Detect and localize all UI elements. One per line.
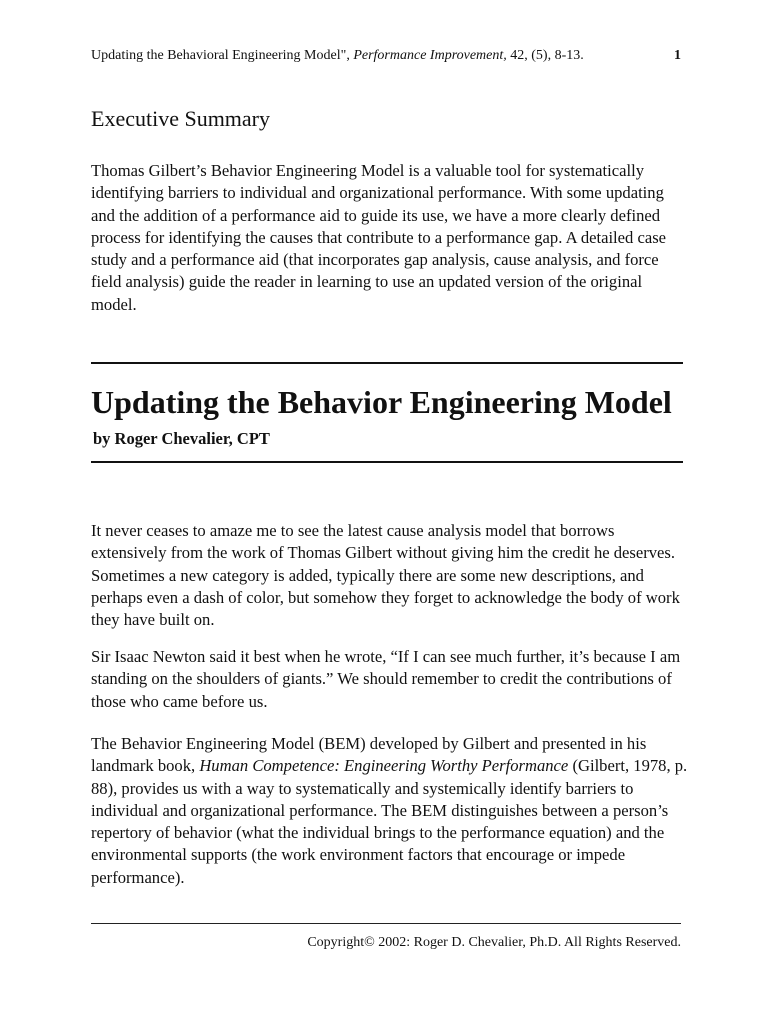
footer-rule — [91, 923, 681, 924]
header-citation — [91, 48, 584, 63]
paragraph-3-start: The Behavior Engineering Model (BEM) developed by Gilbert and presented in his landmark book, — [91, 734, 647, 776]
copyright-notice: Copyright© 2002: Roger D. Chevalier, Ph.D. All Rights Reserved. — [307, 935, 681, 950]
paragraph-2: Sir Isaac Newton said it best when he wrote, “If I can see much further, it’s because I am standing on the shoulders of giants.” We should remember to credit the contributions of those who came before us. — [91, 647, 681, 711]
title-bottom-rule — [91, 461, 683, 463]
paragraph-3 — [91, 733, 691, 889]
citation-prefix: Updating the Behavioral Engineering Model", — [91, 48, 354, 63]
journal-name: Performance Improvement, — [353, 48, 507, 63]
title-top-rule — [91, 362, 683, 364]
citation-suffix: 42, (5), 8-13. — [506, 48, 584, 63]
book-title: Human Competence: Engineering Worthy Performance — [199, 756, 569, 776]
executive-summary-heading: Executive Summary — [91, 106, 271, 131]
executive-summary-text: Thomas Gilbert’s Behavior Engineering Model is a valuable tool for systematically identifying barriers to individual and organizational performance. With some updating and the addition of a performance aid to guide its use, we have a more clearly defined process for identifying the causes that contribute to a performance gap. A detailed case study and a performance aid (that incorporates gap analysis, cause analysis, and force field analysis) guide the reader in learning to use an updated version of the original model. — [91, 161, 667, 314]
paragraph-1: It never ceases to amaze me to see the latest cause analysis model that borrows extensively from the work of Thomas Gilbert without giving him the credit he deserves. Sometimes a new category is added, typically there are some new descriptions, and perhaps even a dash of color, but somehow they forget to acknowledge the body of work they have built on. — [91, 521, 680, 630]
page-number: 1 — [674, 48, 681, 63]
article-title: Updating the Behavior Engineering Model — [91, 384, 672, 420]
byline: by Roger Chevalier, CPT — [93, 429, 270, 448]
paragraph-3-end: (Gilbert, 1978, p. 88), provides us with a way to systematically and systemically identify barriers to individual and organizational performance. The BEM distinguishes between a person’s repertory of behavior (what the individual brings to the performance equation) and the environmental supports (the work environment factors that encourage or impede performance). — [91, 756, 688, 887]
running-header — [91, 46, 681, 66]
